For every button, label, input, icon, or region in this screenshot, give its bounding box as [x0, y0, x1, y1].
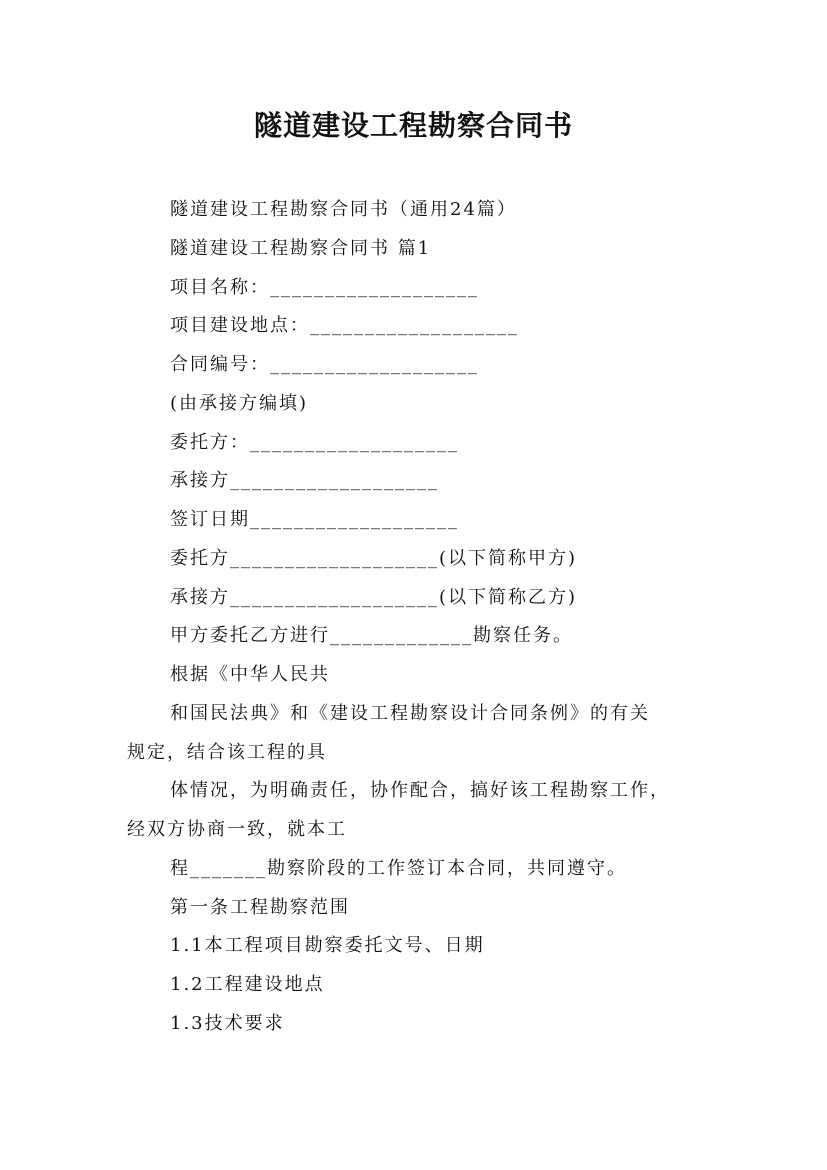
text-line: 规定，结合该工程的具: [127, 742, 327, 763]
text-line: 委托方：___________________: [170, 432, 459, 453]
text-line: 和国民法典》和《建设工程勘察设计合同条例》的有关: [170, 703, 650, 724]
text-line: 项目名称：___________________: [170, 277, 479, 298]
text-line: 体情况，为明确责任，协作配合，搞好该工程勘察工作，: [170, 780, 670, 801]
text-line: 承接方___________________(以下简称乙方): [170, 587, 578, 608]
document-title: 隧道建设工程勘察合同书: [253, 109, 573, 142]
text-line: 根据《中华人民共: [170, 664, 330, 685]
text-line: 承接方___________________: [170, 470, 439, 491]
text-line: 合同编号：___________________: [170, 354, 479, 375]
text-line: 1.2工程建设地点: [170, 974, 325, 995]
text-line: (由承接方编填): [170, 393, 309, 414]
text-line: 经双方协商一致，就本工: [127, 819, 347, 840]
text-line: 1.1本工程项目勘察委托文号、日期: [170, 935, 485, 956]
text-line: 项目建设地点：___________________: [170, 315, 519, 336]
text-line: 签订日期___________________: [170, 509, 459, 530]
text-line: 1.3技术要求: [170, 1013, 285, 1034]
text-line: 甲方委托乙方进行_____________勘察任务。: [170, 625, 573, 646]
text-line: 隧道建设工程勘察合同书（通用24篇）: [170, 199, 517, 220]
text-line: 程_______勘察阶段的工作签订本合同，共同遵守。: [170, 858, 627, 879]
text-line: 第一条工程勘察范围: [170, 897, 350, 918]
text-line: 隧道建设工程勘察合同书 篇1: [170, 238, 432, 259]
text-line: 委托方___________________(以下简称甲方): [170, 548, 578, 569]
